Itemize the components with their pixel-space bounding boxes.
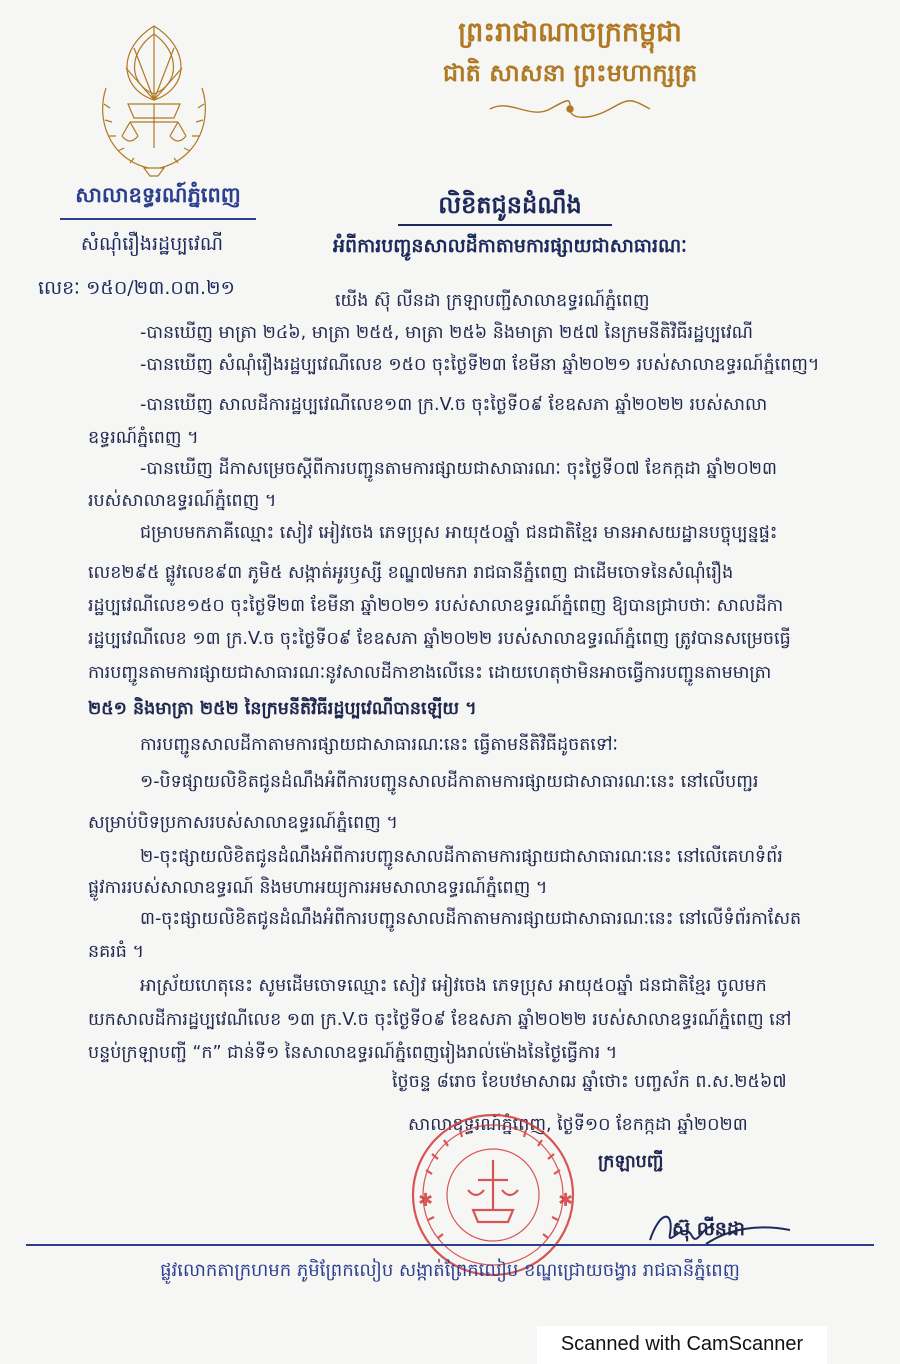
notify-line-6: ២៥១ និងមាត្រា ២៥២ នៃក្រមនីតិវិធីរដ្ឋប្បវេណីបានឡើយ ។ [88,699,477,719]
item-2-line-b: ផ្លូវការរបស់សាលាឧទ្ធរណ៍ និងមហាអយ្យការអមសាលាឧទ្ធរណ៍ភ្នំពេញ ។ [88,878,548,898]
notify-line-5: ការបញ្ជូនតាមការផ្សាយជាសាធារណៈនូវសាលដីកាខាងលើនេះ ដោយហេតុថាមិនអាចធ្វើការបញ្ជូនតាមមាត្រា [88,663,772,683]
ornament-divider-icon [480,98,660,120]
seen-line-2: -បានឃើញ សំណុំរឿងរដ្ឋប្បវេណីលេខ ១៥០ ចុះថ្ងៃទី២៣ ខែមីនា ឆ្នាំ២០២១ របស់សាលាឧទ្ធរណ៍ភ្នំពេញ។ [140,355,820,375]
document-title: លិខិតជូនដំណឹង [438,191,582,219]
solar-date: សាលាឧទ្ធរណ៍ភ្នំពេញ, ថ្ងៃទី១០ ខែកក្កដា ឆ្នាំ២០២៣ [408,1115,748,1135]
notify-line-2: លេខ២៩៥ ផ្លូវលេខ៩៣ ភូមិ៥ សង្កាត់អូរឫស្សី ខណ្ឌ៧មករា រាជធានីភ្នំពេញ ជាដើមចោទនៃសំណុំរឿង [88,563,734,583]
seen-line-3b: ឧទ្ធរណ៍ភ្នំពេញ ។ [88,428,199,448]
seen-line-4b: របស់សាលាឧទ្ធរណ៍ភ្នំពេញ ។ [88,491,277,511]
footer-address: ផ្លូវលោកតាក្រហមក ភូមិព្រែកលៀប សង្កាត់ព្រែកលៀប ខណ្ឌជ្រោយចង្វារ រាជធានីភ្នំពេញ [160,1260,740,1281]
case-number: លេខៈ ១៥០/២៣.០៣.២១ [38,277,235,299]
svg-text:✱: ✱ [558,1190,574,1211]
seen-line-4a: -បានឃើញ ដីកាសម្រេចស្តីពីការបញ្ជូនតាមការផ្សាយជាសាធារណៈ ចុះថ្ងៃទី០៧ ខែកក្កដា ឆ្នាំ២០២៣ [140,459,777,479]
court-stamp-icon [398,1110,588,1280]
document-subtitle: អំពីការបញ្ជូនសាលដីកាតាមការផ្សាយជាសាធារណៈ [333,235,687,257]
notify-line-4: រដ្ឋប្បវេណីលេខ ១៣ ក្រ.V.ច ចុះថ្ងៃទី០៩ ខែឧសភា ឆ្នាំ២០២២ របស់សាលាឧទ្ធរណ៍ភ្នំពេញ ត្រូវបានសម្រេចធ្វើ [88,629,791,649]
closing-line-2: យកសាលដីការដ្ឋប្បវេណីលេខ ១៣ ក្រ.V.ច ចុះថ្ងៃទី០៩ ខែឧសភា ឆ្នាំ២០២២ របស់សាលាឧទ្ធរណ៍ភ្នំពេញ នៅ [88,1010,792,1030]
scanner-watermark: Scanned with CamScanner [537,1326,827,1364]
item-2-line-a: ២-ចុះផ្សាយលិខិតជូនដំណឹងអំពីការបញ្ជូនសាលដីកាតាមការផ្សាយជាសាធារណៈនេះ នៅលើគេហទំព័រ [140,847,783,867]
item-1-line-b: សម្រាប់បិទប្រកាសរបស់សាលាឧទ្ធរណ៍ភ្នំពេញ ។ [88,813,398,833]
item-1-line-a: ១-បិទផ្សាយលិខិតជូនដំណឹងអំពីការបញ្ជូនសាលដីកាតាមការផ្សាយជាសាធារណៈនេះ នៅលើបញ្ជរ [140,772,759,792]
item-3-line-b: នគរធំ ។ [88,942,144,962]
case-type-label: សំណុំរឿងរដ្ឋប្បវេណី [80,233,224,255]
notify-line-3: រដ្ឋប្បវេណីលេខ១៥០ ចុះថ្ងៃទី២៣ ខែមីនា ឆ្នាំ២០២១ របស់សាលាឧទ្ធរណ៍ភ្នំពេញ ឱ្យបានជ្រាបថាៈ សាលដីកា [88,596,784,616]
court-name: សាលាឧទ្ធរណ៍ភ្នំពេញ [75,183,241,207]
national-motto: ជាតិ សាសនា ព្រះមហាក្សត្រ [442,58,698,87]
document-title-underline [398,224,612,226]
signer-title: ក្រឡាបញ្ជី [598,1152,664,1172]
seen-line-1: -បានឃើញ មាត្រា ២៤៦, មាត្រា ២៥៥, មាត្រា ២៥៦ និងមាត្រា ២៥៧ នៃក្រមនីតិវិធីរដ្ឋប្បវេណី [140,323,754,343]
item-3-line-a: ៣-ចុះផ្សាយលិខិតជូនដំណឹងអំពីការបញ្ជូនសាលដីកាតាមការផ្សាយជាសាធារណៈនេះ នៅលើទំព័រកាសែត [140,909,802,929]
lunar-date: ថ្ងៃចន្ទ ៨រោច ខែបឋមាសាឍ ឆ្នាំថោះ បញ្ចស័ក ព.ស.២៥៦៧ [392,1072,787,1092]
kingdom-heading: ព្រះរាជាណាចក្រកម្ពុជា [458,17,682,48]
closing-line-3: បន្ទប់ក្រឡាបញ្ជី “ក” ជាន់ទី១ នៃសាលាឧទ្ធរណ៍ភ្នំពេញរៀងរាល់ម៉ោងនៃថ្ងៃធ្វើការ ។ [88,1043,618,1063]
court-emblem-icon [88,18,220,178]
procedure-line: ការបញ្ជូនសាលដីកាតាមការផ្សាយជាសាធារណៈនេះ ធ្វើតាមនីតិវិធីដូចតទៅៈ [140,735,618,755]
seen-line-3a: -បានឃើញ សាលដីការដ្ឋប្បវេណីលេខ១៣ ក្រ.V.ច ចុះថ្ងៃទី០៩ ខែឧសភា ឆ្នាំ២០២២ របស់សាលា [140,395,768,415]
footer-divider [26,1244,874,1246]
signer-name: ស៊ុ លីនដា [672,1218,745,1240]
notify-line-1: ជម្រាបមកភាគីឈ្មោះ សៀវ អៀវចេង ភេទប្រុស អាយុ៥០ឆ្នាំ ជនជាតិខ្មែរ មានអាសយដ្ឋានបច្ចុប្បន្នផ្ទះ [140,523,778,543]
court-name-underline [60,218,256,220]
intro-line: យើង ស៊ុ លីនដា ក្រឡាបញ្ជីសាលាឧទ្ធរណ៍ភ្នំពេញ [335,291,650,311]
svg-text:✱: ✱ [418,1190,434,1211]
closing-line-1: អាស្រ័យហេតុនេះ សូមដើមចោទឈ្មោះ សៀវ អៀវចេង ភេទប្រុស អាយុ៥០ឆ្នាំ ជនជាតិខ្មែរ ចូលមក [140,976,767,996]
